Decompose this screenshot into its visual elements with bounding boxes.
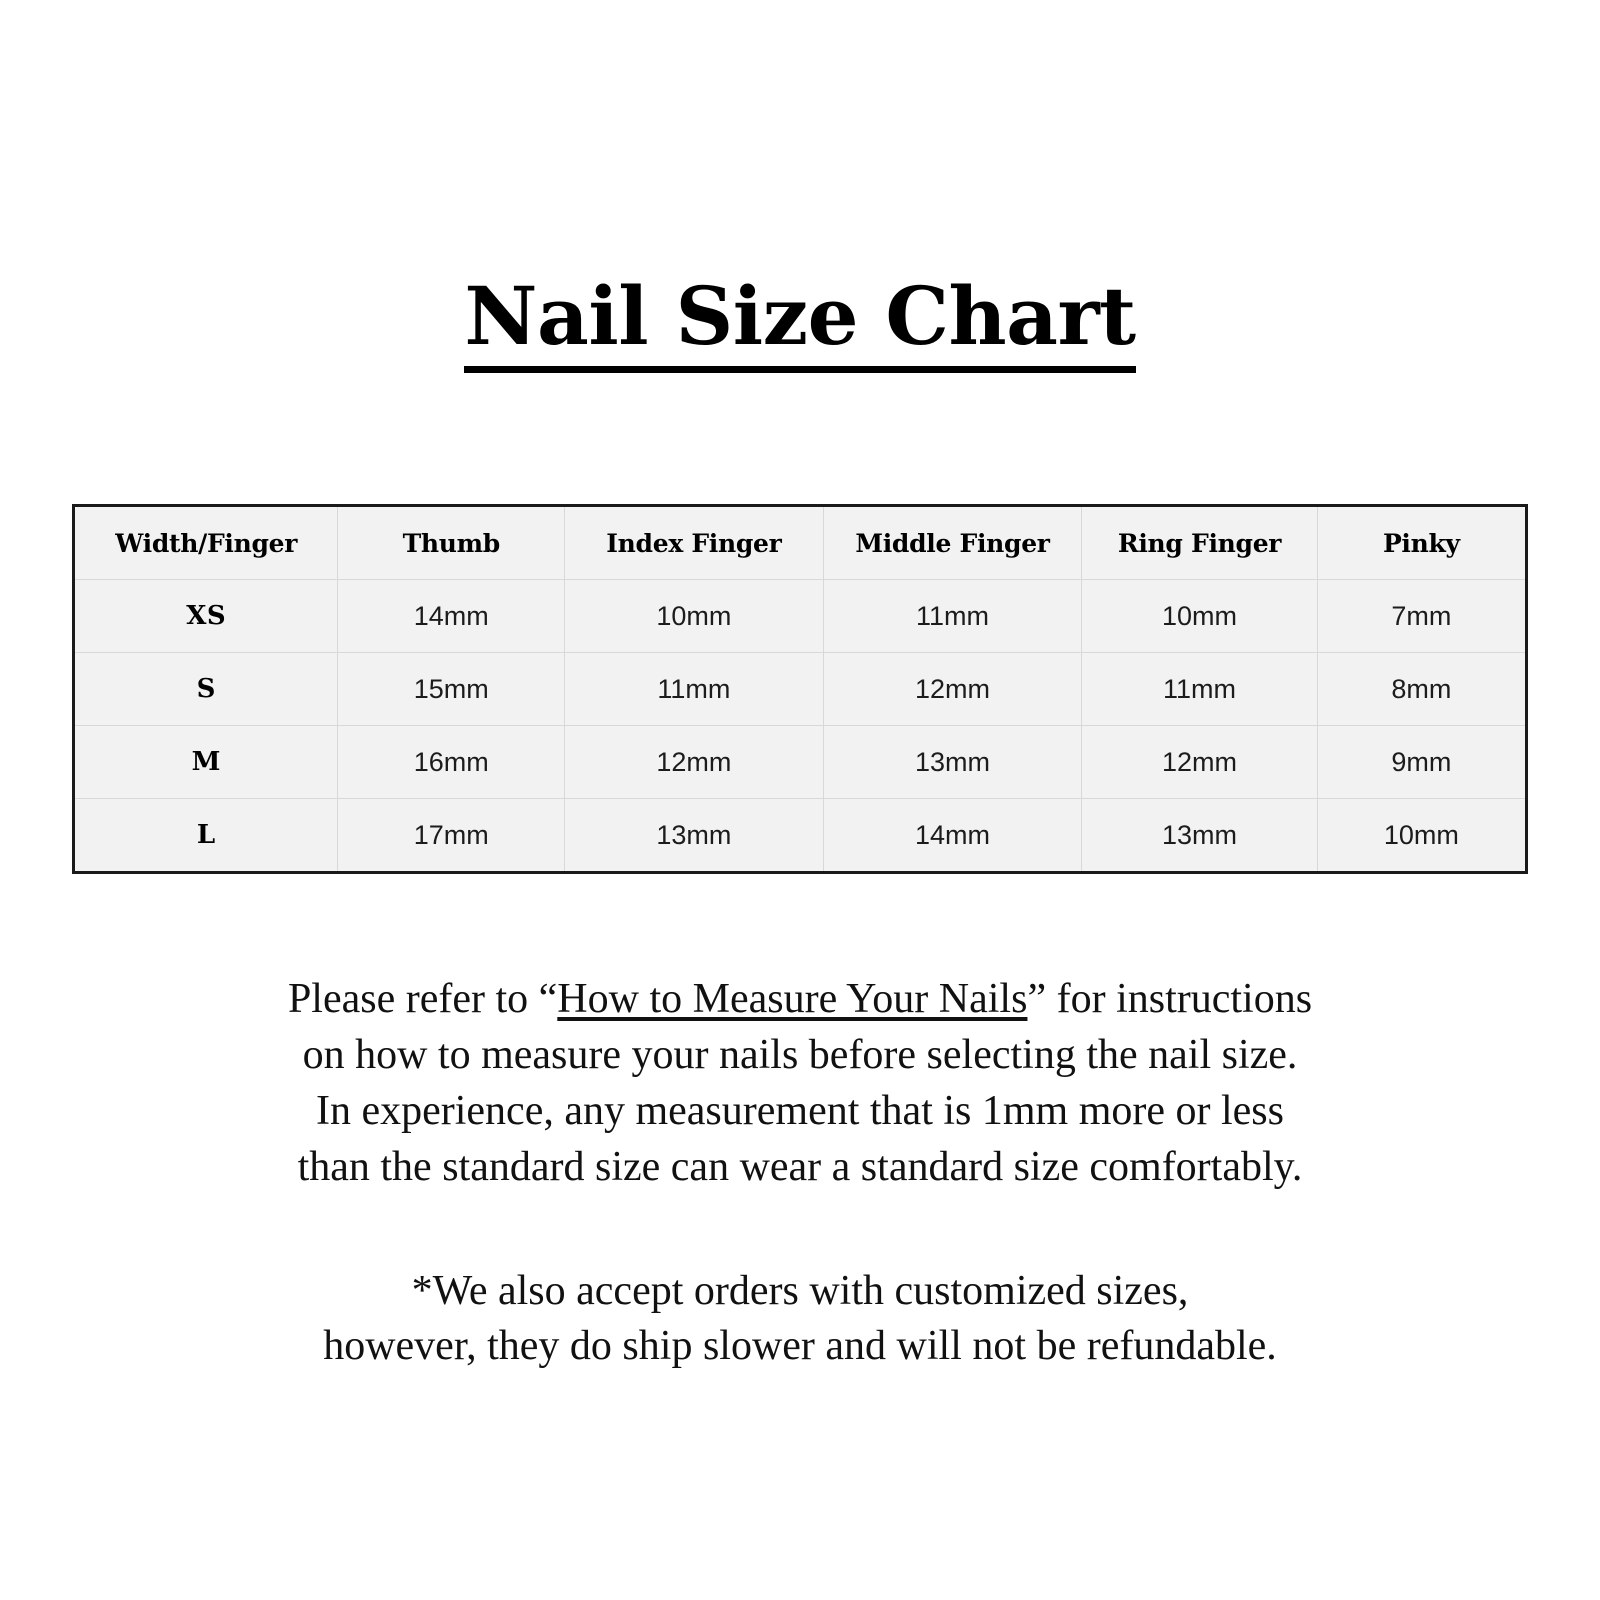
custom-orders-line-1: *We also accept orders with customized sizes, — [411, 1267, 1189, 1314]
notes-section — [0, 972, 1600, 1375]
cell-size: L — [74, 799, 338, 873]
cell-middle: 13mm — [823, 726, 1082, 799]
cell-pinky: 10mm — [1317, 799, 1526, 873]
column-header-middle-finger: Middle Finger — [823, 506, 1082, 580]
instructions-line-3: In experience, any measurement that is 1mm more or less — [315, 1087, 1284, 1134]
table-header — [74, 506, 1527, 580]
size-chart-table — [72, 504, 1528, 874]
table-body — [74, 580, 1527, 873]
cell-middle: 11mm — [823, 580, 1082, 653]
table-row — [74, 726, 1527, 799]
cell-size: XS — [74, 580, 338, 653]
column-header-pinky: Pinky — [1317, 506, 1526, 580]
instructions-line-4: than the standard size can wear a standard size comfortably. — [297, 1143, 1303, 1190]
cell-thumb: 17mm — [338, 799, 565, 873]
instructions-text-after-link: ” for instructions — [1027, 976, 1313, 1023]
column-header-thumb: Thumb — [338, 506, 565, 580]
cell-index: 11mm — [565, 653, 824, 726]
cell-thumb: 15mm — [338, 653, 565, 726]
table-row — [74, 580, 1527, 653]
cell-ring: 11mm — [1082, 653, 1317, 726]
cell-pinky: 9mm — [1317, 726, 1526, 799]
cell-middle: 12mm — [823, 653, 1082, 726]
custom-orders-line-2: however, they do ship slower and will not be refundable. — [323, 1323, 1277, 1370]
custom-orders-paragraph — [120, 1264, 1480, 1376]
size-chart-container — [72, 504, 1528, 874]
instructions-line-2: on how to measure your nails before selecting the nail size. — [302, 1032, 1298, 1079]
cell-thumb: 14mm — [338, 580, 565, 653]
cell-middle: 14mm — [823, 799, 1082, 873]
cell-pinky: 8mm — [1317, 653, 1526, 726]
instructions-text-before-link: Please refer to “ — [287, 976, 558, 1023]
column-header-width-finger: Width/Finger — [74, 506, 338, 580]
column-header-index-finger: Index Finger — [565, 506, 824, 580]
instructions-line-1 — [120, 972, 1480, 1028]
table-row — [74, 653, 1527, 726]
how-to-measure-link[interactable]: How to Measure Your Nails — [557, 976, 1028, 1023]
cell-ring: 10mm — [1082, 580, 1317, 653]
cell-index: 13mm — [565, 799, 824, 873]
table-row — [74, 799, 1527, 873]
instructions-paragraph — [120, 972, 1480, 1195]
page-title: Nail Size Chart — [464, 276, 1135, 373]
cell-index: 12mm — [565, 726, 824, 799]
cell-size: M — [74, 726, 338, 799]
cell-size: S — [74, 653, 338, 726]
cell-ring: 13mm — [1082, 799, 1317, 873]
table-header-row — [74, 506, 1527, 580]
page-title-container — [0, 0, 1600, 426]
cell-pinky: 7mm — [1317, 580, 1526, 653]
column-header-ring-finger: Ring Finger — [1082, 506, 1317, 580]
cell-ring: 12mm — [1082, 726, 1317, 799]
cell-index: 10mm — [565, 580, 824, 653]
cell-thumb: 16mm — [338, 726, 565, 799]
